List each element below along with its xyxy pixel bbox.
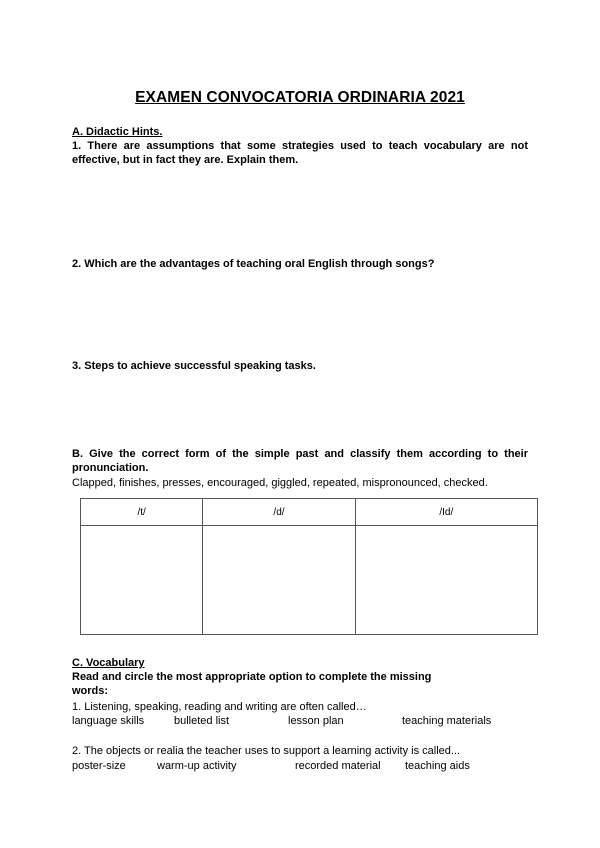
section-a: [72, 126, 528, 167]
q2-option-recorded-material[interactable]: recorded material: [295, 760, 381, 772]
question-a2: 2. Which are the advantages of teaching oral English through songs?: [72, 258, 435, 270]
q2-option-poster-size[interactable]: poster-size: [72, 760, 126, 772]
vocab-question-2: 2. The objects or realia the teacher uses to support a learning activity is called...: [72, 745, 461, 757]
q1-option-lesson-plan[interactable]: lesson plan: [288, 715, 344, 727]
section-c-heading: C. Vocabulary: [72, 657, 145, 669]
answer-cell-d[interactable]: [203, 526, 355, 635]
section-b-instruction: B. Give the correct form of the simple past and classify them according to their pronunciation.: [72, 448, 528, 474]
question-a3: 3. Steps to achieve successful speaking tasks.: [72, 360, 316, 372]
q2-option-teaching-aids[interactable]: teaching aids: [405, 760, 470, 772]
section-c-instruction: Read and circle the most appropriate option to complete the missing words:: [72, 671, 432, 697]
q1-option-bulleted-list[interactable]: bulleted list: [174, 715, 230, 727]
answer-cell-t[interactable]: [81, 526, 203, 635]
verb-list: Clapped, finishes, presses, encouraged, giggled, repeated, mispronounced, checked.: [72, 477, 488, 489]
column-header-id: /Id/: [355, 499, 537, 526]
exam-title: EXAMEN CONVOCATORIA ORDINARIA 2021: [135, 89, 465, 106]
question-a1: 1. There are assumptions that some strategies used to teach vocabulary are not effective, but in fact they are. Explain them.: [72, 140, 528, 166]
q1-option-teaching-materials[interactable]: teaching materials: [402, 715, 492, 727]
section-a-heading: A. Didactic Hints.: [72, 126, 163, 138]
section-b: [72, 447, 528, 490]
q2-option-warm-up-activity[interactable]: warm-up activity: [157, 760, 237, 772]
pronunciation-table: [80, 498, 538, 635]
section-c: [72, 657, 452, 698]
column-header-d: /d/: [203, 499, 355, 526]
q1-option-language-skills[interactable]: language skills: [72, 715, 145, 727]
vocab-question-1: 1. Listening, speaking, reading and writing are often called…: [72, 701, 367, 713]
answer-cell-id[interactable]: [355, 526, 537, 635]
column-header-t: /t/: [81, 499, 203, 526]
